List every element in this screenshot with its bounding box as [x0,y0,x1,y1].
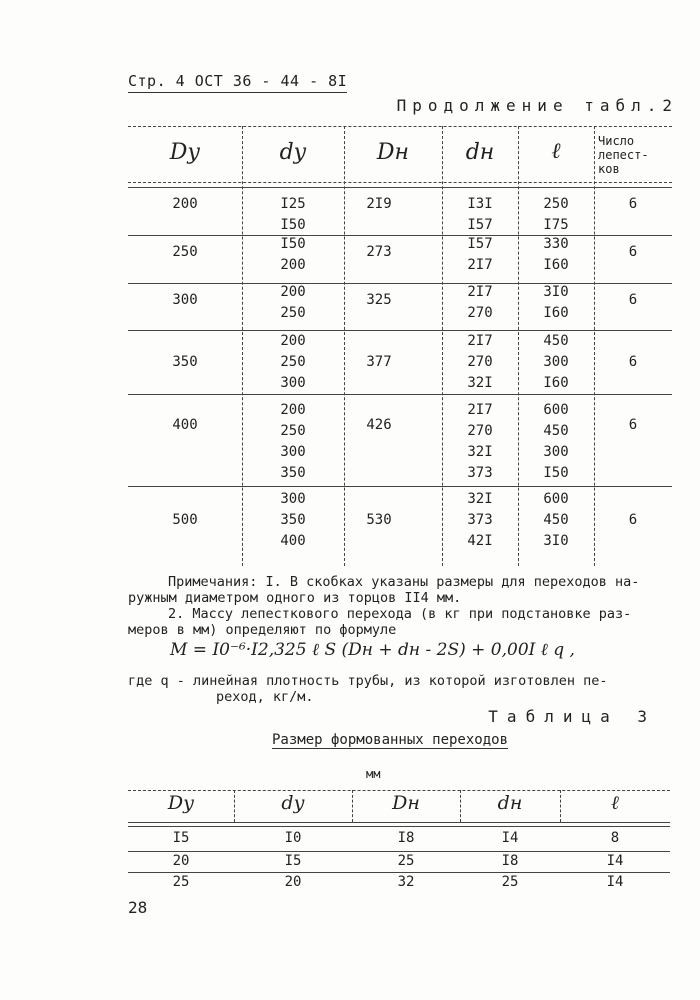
cell-dy: 200 250 300 350 [280,402,306,481]
header-Dy: Dу [169,140,201,165]
cell-Dy: 250 [172,244,198,260]
cell-Dn: 426 [366,417,392,433]
cell-Dy: 400 [172,417,198,433]
notes: Примечания: I. В скобках указаны размеры для переходов на- ружным диаметром одного из торцов II4 мм. 2. Массу лепесткового перехода (в кг при подстановке раз- меров в мм) определяют по формуле [128,574,640,638]
table-3-title: Размер формованных переходов [272,732,509,748]
cell-dn: I57 2I7 [467,236,493,273]
t3-cell: I0 [284,830,302,846]
continuation-label: Продолжение табл.2 [396,96,678,115]
cell-l: 450 300 I60 [543,333,569,391]
table-column-rule [344,126,345,566]
cell-l: 3I0 I60 [543,284,569,321]
cell-l: 600 450 3I0 [543,491,569,549]
t3-cell: I5 [284,853,302,869]
table-3 [128,790,670,892]
t3-header-dy: dу [281,792,305,814]
t3-header-l: ℓ [611,792,619,814]
where-note: где q - линейная плотность трубы, из которой изготовлен пе- реход, кг/м. [128,673,608,705]
page-header: Стр. 4 ОСТ 36 - 44 - 8I [128,72,347,93]
cell-dn: I3I I57 [467,196,493,233]
mass-formula: M = I0⁻⁶·I2,325 ℓ S (Dн + dн - 2S) + 0,00I ℓ q , [170,640,575,660]
cell-Dy: 300 [172,292,198,308]
header-dn: dн [465,140,495,165]
table-2 [128,126,672,566]
cell-l: 330 I60 [543,236,569,273]
cell-Dn: 325 [366,292,392,308]
t3-header-Dy: Dу [167,792,195,814]
cell-dy: 200 250 300 [280,333,306,391]
t3-cell: 8 [610,830,620,846]
t3-cell: 25 [501,874,519,890]
cell-dy: 300 350 400 [280,491,306,549]
cell-dy: 200 250 [280,284,306,321]
table-rule [128,790,670,791]
cell-dn: 2I7 270 32I 373 [467,402,493,481]
cell-dn: 32I 373 42I [467,491,493,549]
header-petal-count: Число лепест- ков [598,134,649,176]
cell-count: 6 [628,512,638,528]
t3-header-Dn: Dн [392,792,420,814]
header-l: ℓ [551,139,561,164]
cell-Dn: 377 [366,354,392,370]
header-Dn: Dн [376,140,410,165]
cell-Dy: 350 [172,354,198,370]
cell-count: 6 [628,196,638,212]
t3-cell: I8 [397,830,415,846]
cell-dy: I25 I50 [280,196,306,233]
cell-Dy: 200 [172,196,198,212]
cell-Dn: 530 [366,512,392,528]
t3-cell: I4 [606,874,624,890]
cell-dn: 2I7 270 [467,284,493,321]
page-number: 28 [128,898,148,917]
cell-count: 6 [628,292,638,308]
t3-cell: 20 [172,853,190,869]
t3-cell: I8 [501,853,519,869]
cell-count: 6 [628,417,638,433]
cell-Dn: 273 [366,244,392,260]
t3-cell: I4 [501,830,519,846]
t3-cell: I4 [606,853,624,869]
table-rule [128,486,672,487]
table-column-rule [594,126,595,566]
cell-dn: 2I7 270 32I [467,333,493,391]
table-rule [128,182,672,183]
cell-Dn: 2I9 [366,196,392,212]
header-dy: dу [279,140,307,165]
t3-header-dn: dн [497,792,523,814]
cell-count: 6 [628,244,638,260]
t3-cell: 32 [397,874,415,890]
t3-cell: 25 [172,874,190,890]
cell-l: 600 450 300 I50 [543,402,569,481]
table-rule [128,126,672,127]
table-rule [128,187,672,188]
table-rule [128,394,672,395]
table-3-label: Таблица 3 [488,707,656,726]
cell-l: 250 I75 [543,196,569,233]
table-rule [128,826,670,827]
t3-cell: I5 [172,830,190,846]
t3-cell: 20 [284,874,302,890]
table-3-unit: мм [366,767,381,781]
cell-count: 6 [628,354,638,370]
cell-dy: I50 200 [280,236,306,273]
table-rule [128,822,670,823]
cell-Dy: 500 [172,512,198,528]
t3-cell: 25 [397,853,415,869]
